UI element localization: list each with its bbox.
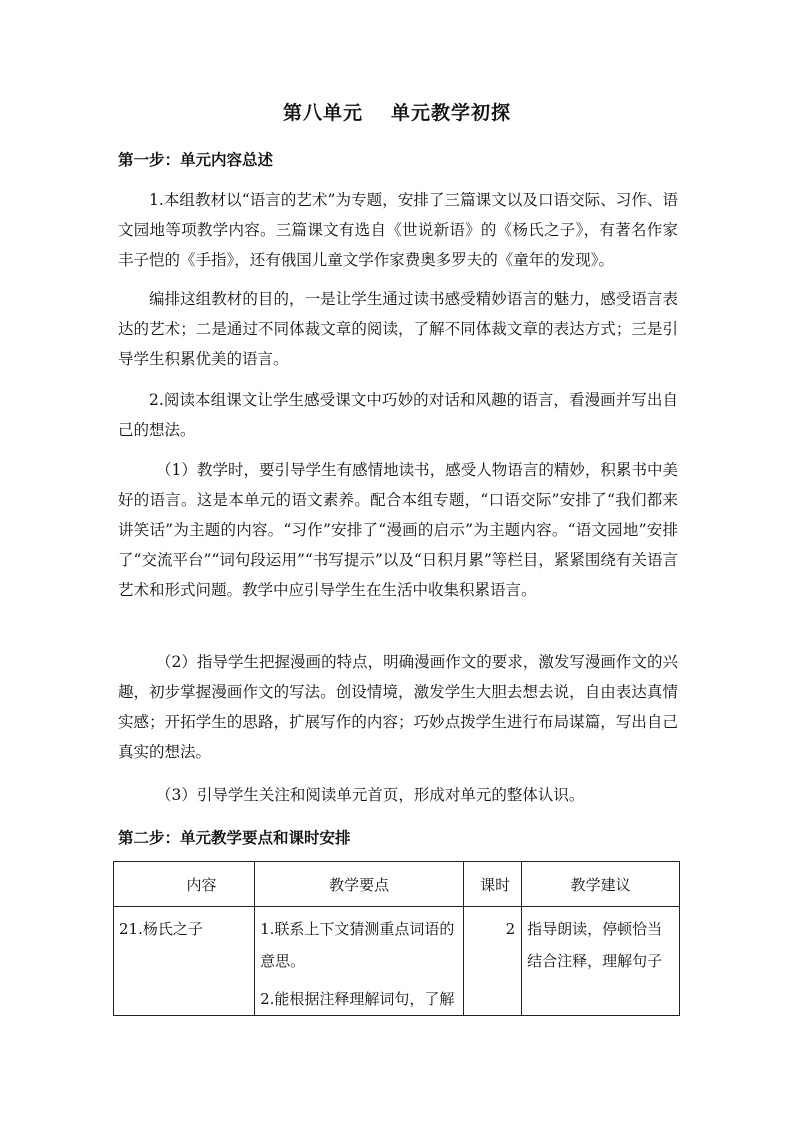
table-header-row [114,862,680,907]
paragraph-5: （2）指导学生把握漫画的特点，明确漫画作文的要求，激发写漫画作文的兴趣，初步掌握漫画作文的写法。创设情境，激发学生大胆去想去说，自由表达真情实感；开拓学生的思路，扩展写作的内容；巧妙点拨学生进行布局谋篇，写出自己真实的想法。 [118,653,678,761]
page-title [0,98,794,125]
cell-content: 21.杨氏之子 [114,907,255,1016]
table-row [114,907,680,1016]
header-content: 内容 [114,862,255,907]
title-unit: 第八单元 [282,102,363,124]
paragraph-1: 1.本组教材以“语言的艺术”为专题，安排了三篇课文以及口语交际、习作、语文园地等项教学内容。三篇课文有选自《世说新语》的《杨氏之子》，有著名作家丰子恺的《手指》，还有俄国儿童文学作家费奥多罗夫的《童年的发现》。 [118,191,678,269]
paragraph-2: 编排这组教材的目的，一是让学生通过读书感受精妙语言的魅力，感受语言表达的艺术；二是通过不同体裁文章的阅读，了解不同体裁文章的表达方式；三是引导学生积累优美的语言。 [118,290,678,368]
title-subject: 单元教学初探 [391,102,512,124]
paragraph-3: 2.阅读本组课文让学生感受课文中巧妙的对话和风趣的语言，看漫画并写出自己的想法。 [118,391,678,439]
teaching-plan-table [113,861,680,1016]
point-item: 2.能根据注释理解词句，了解 [260,990,455,1008]
cell-points [255,907,464,1016]
cell-advice: 指导朗读，停顿恰当结合注释，理解句子 [522,907,680,1016]
step2-heading: 第二步：单元教学要点和课时安排 [118,828,351,847]
cell-hours: 2 [464,907,522,1016]
header-advice: 教学建议 [522,862,680,907]
header-points: 教学要点 [255,862,464,907]
paragraph-6: （3）引导学生关注和阅读单元首页，形成对单元的整体认识。 [156,786,585,804]
paragraph-4: （1）教学时，要引导学生有感情地读书，感受人物语言的精妙，积累书中美好的语言。这是本单元的语文素养。配合本组专题，“口语交际”安排了“我们都来讲笑话”为主题的内容。“习作”安排了“漫画的启示”为主题内容。“语文园地”安排了“交流平台”“词句段运用”“书写提示”以及“日积月累”等栏目，紧紧围绕有关语言艺术和形式问题。教学中应引导学生在生活中收集积累语言。 [118,461,678,599]
point-item: 1.联系上下文猜测重点词语的意思。 [260,920,455,970]
step1-heading: 第一步：单元内容总述 [118,150,274,169]
header-hours: 课时 [464,862,522,907]
